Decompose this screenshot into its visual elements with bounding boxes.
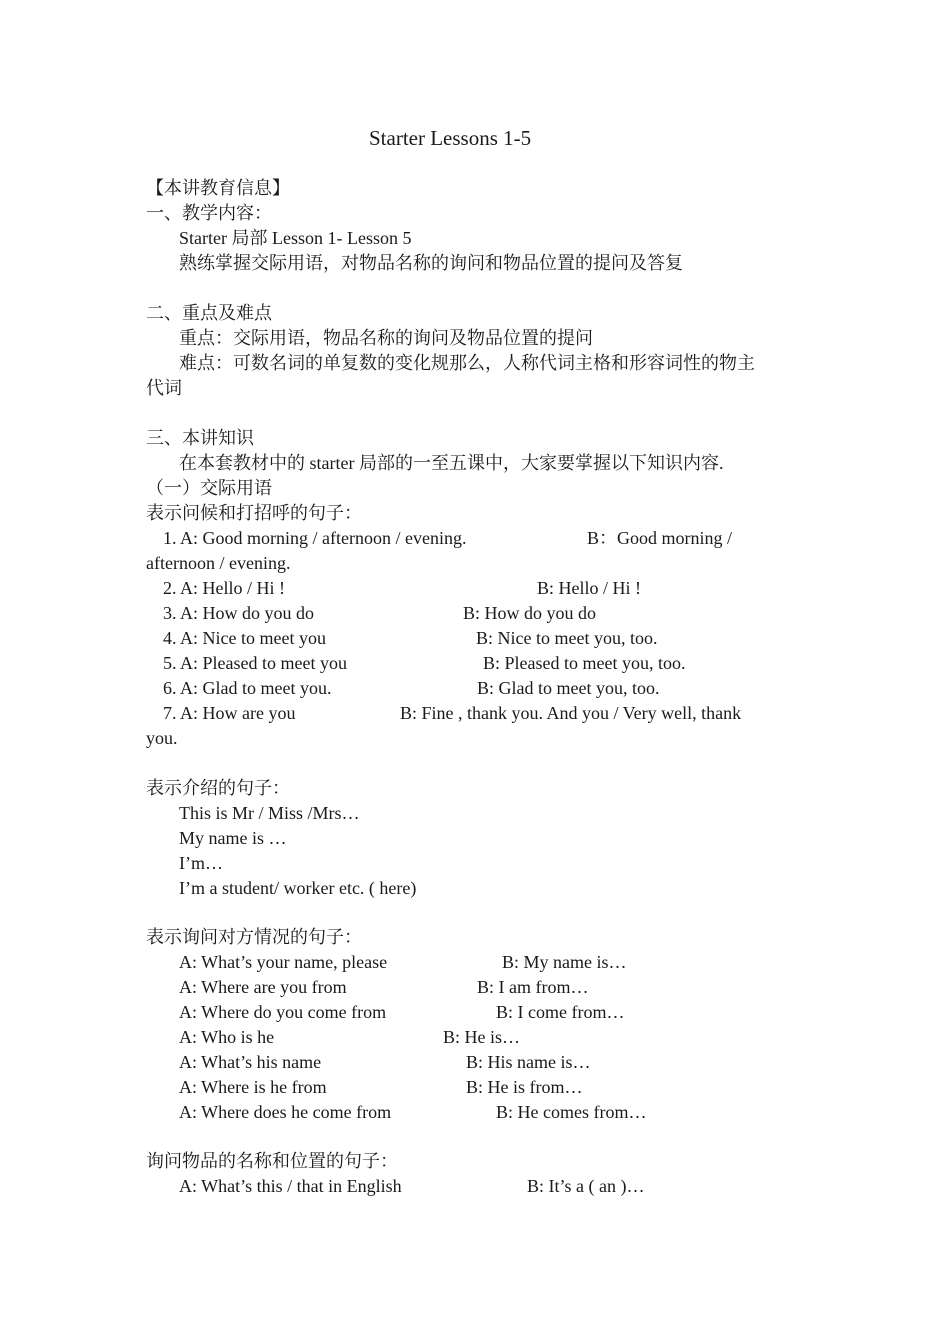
ask-a: A: Where does he come from xyxy=(179,1102,392,1122)
greetings-heading: 表示问候和打招呼的句子： xyxy=(146,503,362,523)
ask-a: A: What’s your name, please xyxy=(179,952,388,972)
intro-line: I’m… xyxy=(179,853,223,873)
section3-intro: 在本套教材中的 starter 局部的一至五课中，大家要掌握以下知识内容. xyxy=(179,453,724,473)
ask-b: B: He is… xyxy=(443,1027,521,1047)
greeting-cont: afternoon / evening. xyxy=(146,553,291,573)
ask-heading: 表示询问对方情况的句子： xyxy=(146,927,362,947)
ask-a: A: Where do you come from xyxy=(179,1002,387,1022)
ask-b: B: I come from… xyxy=(496,1002,625,1022)
intro-line: I’m a student/ worker etc. ( here) xyxy=(179,878,417,898)
ask-a: A: Who is he xyxy=(179,1027,275,1047)
intro-line: This is Mr / Miss /Mrs… xyxy=(179,803,360,823)
greeting-a: 2. A: Hello / Hi ! xyxy=(163,578,285,598)
greeting-b: B: Fine , thank you. And you / Very well, thank xyxy=(400,703,742,723)
key-points: 重点：交际用语，物品名称的询问及物品位置的提问 xyxy=(179,328,593,348)
intro-line: My name is … xyxy=(179,828,287,848)
greeting-b: B: Glad to meet you, too. xyxy=(477,678,660,698)
ask-b: B: I am from… xyxy=(477,977,589,997)
difficult-points: 难点：可数名词的单复数的变化规那么，人称代词主格和形容词性的物主 xyxy=(179,353,755,373)
intro-heading: 表示介绍的句子： xyxy=(146,778,290,798)
ask-b: B: His name is… xyxy=(466,1052,591,1072)
difficult-points-cont: 代词 xyxy=(146,378,182,398)
info-header: 【本讲教育信息】 xyxy=(146,178,290,198)
greeting-b: B: Pleased to meet you, too. xyxy=(483,653,686,673)
ask-b: B: He comes from… xyxy=(496,1102,647,1122)
section2-heading: 二、重点及难点 xyxy=(146,303,272,323)
subsection-heading: （一）交际用语 xyxy=(146,478,272,498)
greeting-b: B: Nice to meet you, too. xyxy=(476,628,658,648)
section1-heading: 一、教学内容： xyxy=(146,203,272,223)
section3-heading: 三、本讲知识 xyxy=(146,428,254,448)
section1-line: Starter 局部 Lesson 1- Lesson 5 xyxy=(179,228,412,248)
greeting-b: B：Good morning / xyxy=(587,528,733,548)
document-title: Starter Lessons 1-5 xyxy=(369,126,532,150)
greeting-a: 3. A: How do you do xyxy=(163,603,315,623)
ask-a: A: Where is he from xyxy=(179,1077,327,1097)
greeting-cont: you. xyxy=(146,728,178,748)
greeting-a: 6. A: Glad to meet you. xyxy=(163,678,332,698)
ask-b: B: He is from… xyxy=(466,1077,583,1097)
items-heading: 询问物品的名称和位置的句子： xyxy=(146,1151,398,1171)
ask-a: A: Where are you from xyxy=(179,977,347,997)
items-a: A: What’s this / that in English xyxy=(179,1176,402,1196)
greeting-b: B: How do you do xyxy=(463,603,597,623)
greeting-a: 1. A: Good morning / afternoon / evening. xyxy=(163,528,467,548)
section1-line: 熟练掌握交际用语，对物品名称的询问和物品位置的提问及答复 xyxy=(179,253,683,273)
greeting-b: B: Hello / Hi ! xyxy=(537,578,641,598)
ask-b: B: My name is… xyxy=(502,952,627,972)
items-b: B: It’s a ( an )… xyxy=(527,1176,645,1196)
ask-a: A: What’s his name xyxy=(179,1052,322,1072)
greeting-a: 7. A: How are you xyxy=(163,703,296,723)
greeting-a: 5. A: Pleased to meet you xyxy=(163,653,347,673)
greeting-a: 4. A: Nice to meet you xyxy=(163,628,326,648)
